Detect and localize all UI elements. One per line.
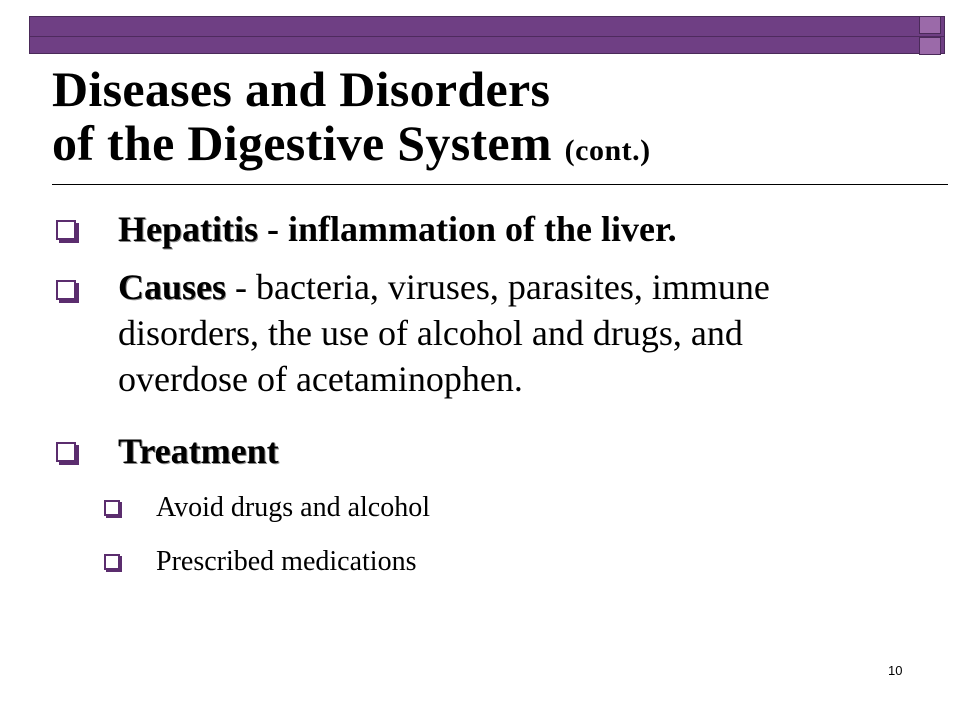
hepatitis-term: Hepatitis [118,209,258,249]
causes-line-1 [118,264,770,310]
checkbox-bullet-icon [56,280,76,300]
checkbox-bullet-icon [56,220,76,240]
treatment-item-1-text: Avoid drugs and alcohol [156,492,430,523]
treatment-item-2-text: Prescribed medications [156,546,417,577]
causes-term: Causes [118,267,227,307]
page-number: 10 [888,663,903,678]
treatment-term: Treatment [118,431,279,471]
bullet-hepatitis-text [118,206,677,252]
title-line-2 [52,116,912,178]
corner-square-bottom [919,37,941,55]
causes-text-1: - bacteria, viruses, parasites, immune [226,267,770,307]
header-stripe [30,36,944,37]
checkbox-bullet-icon [104,554,120,570]
checkbox-bullet-icon [104,500,120,516]
header-bar [29,16,945,54]
slide-title [52,62,912,178]
title-line-1: Diseases and Disorders [52,61,551,117]
causes-line-2: disorders, the use of alcohol and drugs, and [118,313,743,353]
causes-line-3: overdose of acetaminophen. [118,359,523,399]
hepatitis-definition: - inflammation of the liver. [258,209,677,249]
title-divider [52,184,948,185]
corner-square-top [919,16,941,34]
title-suffix: (cont.) [564,134,651,167]
title-line-2-text: of the Digestive System [52,115,552,171]
checkbox-bullet-icon [56,442,76,462]
